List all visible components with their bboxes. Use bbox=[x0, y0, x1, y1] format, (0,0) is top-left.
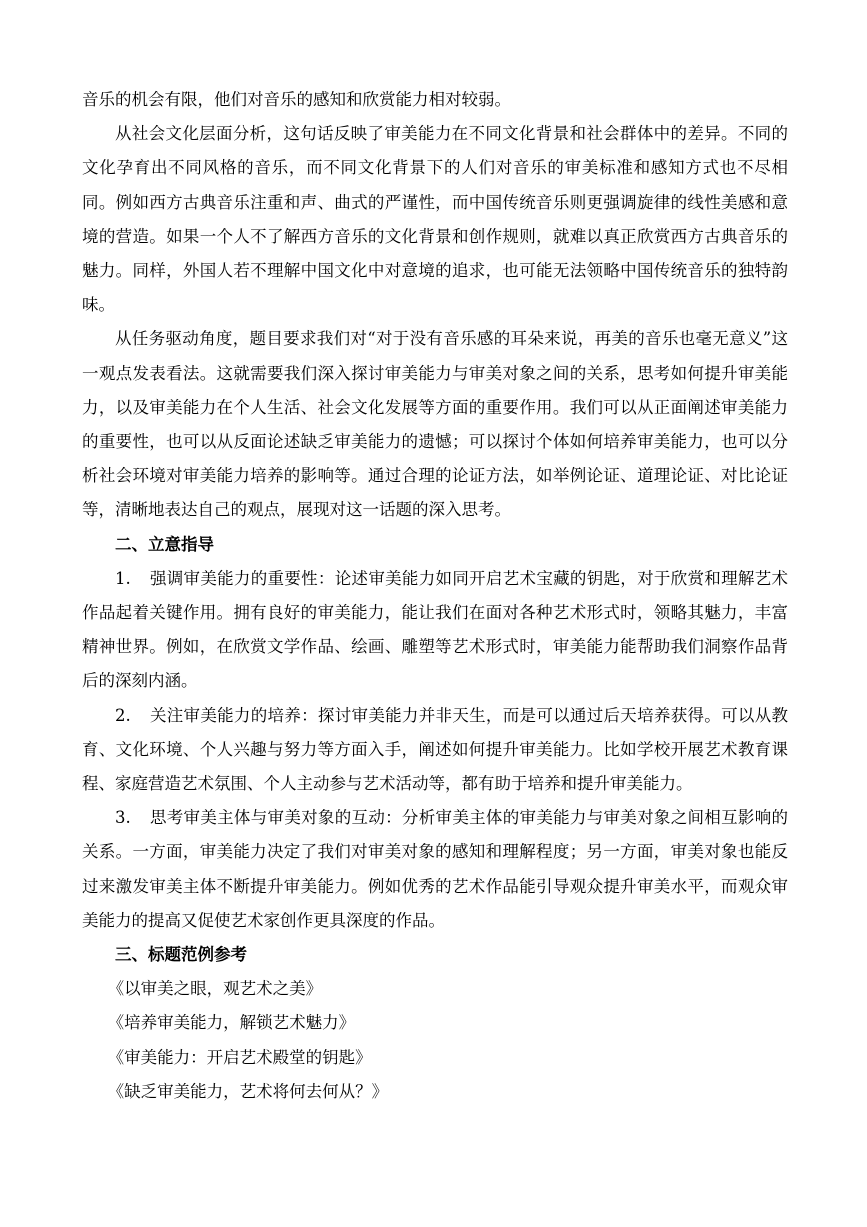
guide-item-number: 1. bbox=[115, 568, 131, 588]
section-heading-guidance: 二、立意指导 bbox=[115, 534, 214, 554]
title-example-1: 《以审美之眼，观艺术之美》 bbox=[107, 979, 323, 999]
paragraph-continuation: 音乐的机会有限，他们对音乐的感知和欣赏能力相对较弱。 bbox=[82, 90, 511, 109]
guide-item-text: 关注审美能力的培养：探讨审美能力并非天生，而是可以通过后天培养获得。可以从教育、文化环境、个人兴趣与努力等方面入手，阐述如何提升审美能力。比如学校开展艺术教育课程、家庭营造艺术氛围、个人主动参与艺术活动等，都有助于培养和提升审美能力。 bbox=[82, 705, 788, 794]
section-heading-title-examples: 三、标题范例参考 bbox=[115, 945, 247, 965]
guide-item-text: 思考审美主体与审美对象的互动：分析审美主体的审美能力与审美对象之间相互影响的关系。一方面，审美能力决定了我们对审美对象的感知和理解程度；另一方面，审美对象也能反过来激发审美主体不断提升审美能力。例如优秀的艺术作品能引导观众提升审美水平，而观众审美能力的提高又促使艺术家创作更具深度的作品。 bbox=[82, 808, 788, 930]
guide-item-text: 强调审美能力的重要性：论述审美能力如同开启艺术宝藏的钥匙，对于欣赏和理解艺术作品起着关键作用。拥有良好的审美能力，能让我们在面对各种艺术形式时，领略其魅力，丰富精神世界。例如，在欣赏文学作品、绘画、雕塑等艺术形式时，审美能力能帮助我们洞察作品背后的深刻内涵。 bbox=[82, 568, 788, 691]
title-example-4: 《缺乏审美能力，艺术将何去何从？》 bbox=[107, 1081, 389, 1101]
title-example-3: 《审美能力：开启艺术殿堂的钥匙》 bbox=[107, 1047, 372, 1067]
document-body bbox=[82, 83, 788, 1109]
guide-item-3 bbox=[82, 801, 788, 938]
guide-item-2 bbox=[82, 699, 788, 802]
guide-item-1 bbox=[82, 562, 788, 699]
paragraph-task-driven: 从任务驱动角度，题目要求我们对“对于没有音乐感的耳朵来说，再美的音乐也毫无意义”这一观点发表看法。这就需要我们深入探讨审美能力与审美对象之间的关系，思考如何提升审美能力，以及审美能力在个人生活、社会文化发展等方面的重要作用。我们可以从正面阐述审美能力的重要性，也可以从反面论述缺乏审美能力的遗憾；可以探讨个体如何培养审美能力，也可以分析社会环境对审美能力培养的影响等。通过合理的论证方法，如举例论证、道理论证、对比论证等，清晰地表达自己的观点，展现对这一话题的深入思考。 bbox=[82, 329, 788, 520]
paragraph-social-analysis: 从社会文化层面分析，这句话反映了审美能力在不同文化背景和社会群体中的差异。不同的文化孕育出不同风格的音乐，而不同文化背景下的人们对音乐的审美标准和感知方式也不尽相同。例如西方古典音乐注重和声、曲式的严谨性，而中国传统音乐则更强调旋律的线性美感和意境的营造。如果一个人不了解西方音乐的文化背景和创作规则，就难以真正欣赏西方古典音乐的魅力。同样，外国人若不理解中国文化中对意境的追求，也可能无法领略中国传统音乐的独特韵味。 bbox=[82, 124, 788, 315]
guide-item-number: 3. bbox=[115, 808, 131, 828]
title-example-2: 《培养审美能力，解锁艺术魅力》 bbox=[107, 1013, 356, 1033]
guide-item-number: 2. bbox=[115, 705, 131, 725]
